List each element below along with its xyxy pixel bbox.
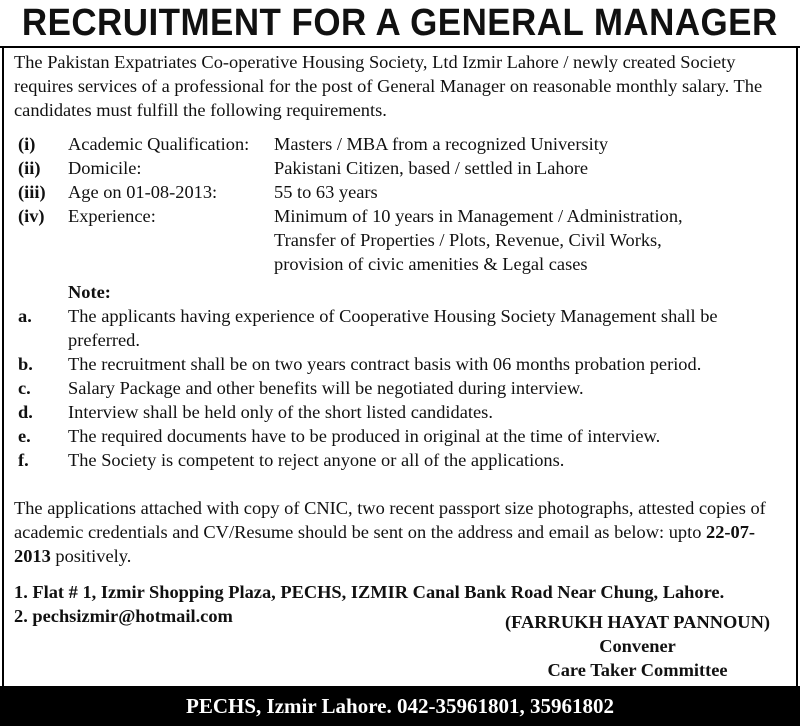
requirement-value: Pakistani Citizen, based / settled in Lahore <box>274 158 589 178</box>
requirement-value: Minimum of 10 years in Management / Administration, <box>274 206 683 226</box>
application-text: The applications attached with copy of CNIC, two recent passport size photographs, attested copies of academic credentials and CV/Resume should be sent on the address and email as below: upto <box>14 498 766 542</box>
note-text: The applicants having experience of Cooperative Housing Society Management shall be preferred. <box>68 306 718 350</box>
address-line: 1. Flat # 1, Izmir Shopping Plaza, PECHS, IZMIR Canal Bank Road Near Chung, Lahore. <box>14 582 725 602</box>
requirement-label: Domicile: <box>68 158 142 178</box>
footer-contact: PECHS, Izmir Lahore. 042-35961801, 35961802 <box>186 693 614 718</box>
signatory-committee: Care Taker Committee <box>547 660 728 680</box>
requirement-row <box>14 204 786 228</box>
note-text: Interview shall be held only of the short listed candidates. <box>68 402 493 422</box>
note-item <box>14 424 786 448</box>
requirement-continuation-text: Transfer of Properties / Plots, Revenue, Civil Works, <box>274 230 662 250</box>
footer-bar <box>0 686 800 726</box>
note-letter: c. <box>18 378 31 398</box>
note-letter: e. <box>18 426 31 446</box>
requirement-label: Age on 01-08-2013: <box>68 182 218 202</box>
requirement-number: (ii) <box>18 158 41 178</box>
signatory-name: (FARRUKH HAYAT PANNOUN) <box>505 612 770 632</box>
requirement-label: Experience: <box>68 206 156 226</box>
requirement-label: Academic Qualification: <box>68 134 250 154</box>
note-item <box>14 448 786 472</box>
note-item <box>14 352 786 376</box>
requirement-continuation-text: provision of civic amenities & Legal cases <box>274 254 588 274</box>
note-letter: d. <box>18 402 33 422</box>
note-heading: Note: <box>68 282 111 302</box>
note-letter: b. <box>18 354 33 374</box>
deadline-date: 22-07-2013 <box>14 522 756 566</box>
requirement-number: (iii) <box>18 182 46 202</box>
requirement-value: Masters / MBA from a recognized University <box>274 134 609 154</box>
requirement-continuation <box>14 252 786 276</box>
application-text-end: positively. <box>50 546 132 566</box>
note-letter: f. <box>18 450 29 470</box>
requirement-row <box>14 180 786 204</box>
note-letter: a. <box>18 306 32 326</box>
email-line: 2. pechsizmir@hotmail.com <box>14 606 233 626</box>
signature-block <box>505 610 770 682</box>
note-item <box>14 376 786 400</box>
note-text: The Society is competent to reject anyone or all of the applications. <box>68 450 565 470</box>
requirement-row <box>14 156 786 180</box>
note-text: The required documents have to be produced in original at the time of interview. <box>68 426 661 446</box>
signatory-role: Convener <box>599 636 676 656</box>
requirement-number: (iv) <box>18 206 45 226</box>
title-bar <box>0 0 800 48</box>
content-body <box>14 50 786 628</box>
requirement-value: 55 to 63 years <box>274 182 378 202</box>
note-item <box>14 400 786 424</box>
requirement-continuation <box>14 228 786 252</box>
note-text: The recruitment shall be on two years contract basis with 06 months probation period. <box>68 354 702 374</box>
intro-paragraph: The Pakistan Expatriates Co-operative Housing Society, Ltd Izmir Lahore / newly created Society requires services of a professional for the post of General Manager on reasonable monthly salary. The candidates must fulfill the following requirements. <box>14 52 763 120</box>
requirement-row <box>14 132 786 156</box>
requirement-number: (i) <box>18 134 36 154</box>
note-text: Salary Package and other benefits will be negotiated during interview. <box>68 378 584 398</box>
note-item <box>14 304 786 352</box>
application-paragraph <box>14 496 786 568</box>
page-title: RECRUITMENT FOR A GENERAL MANAGER <box>22 1 778 44</box>
